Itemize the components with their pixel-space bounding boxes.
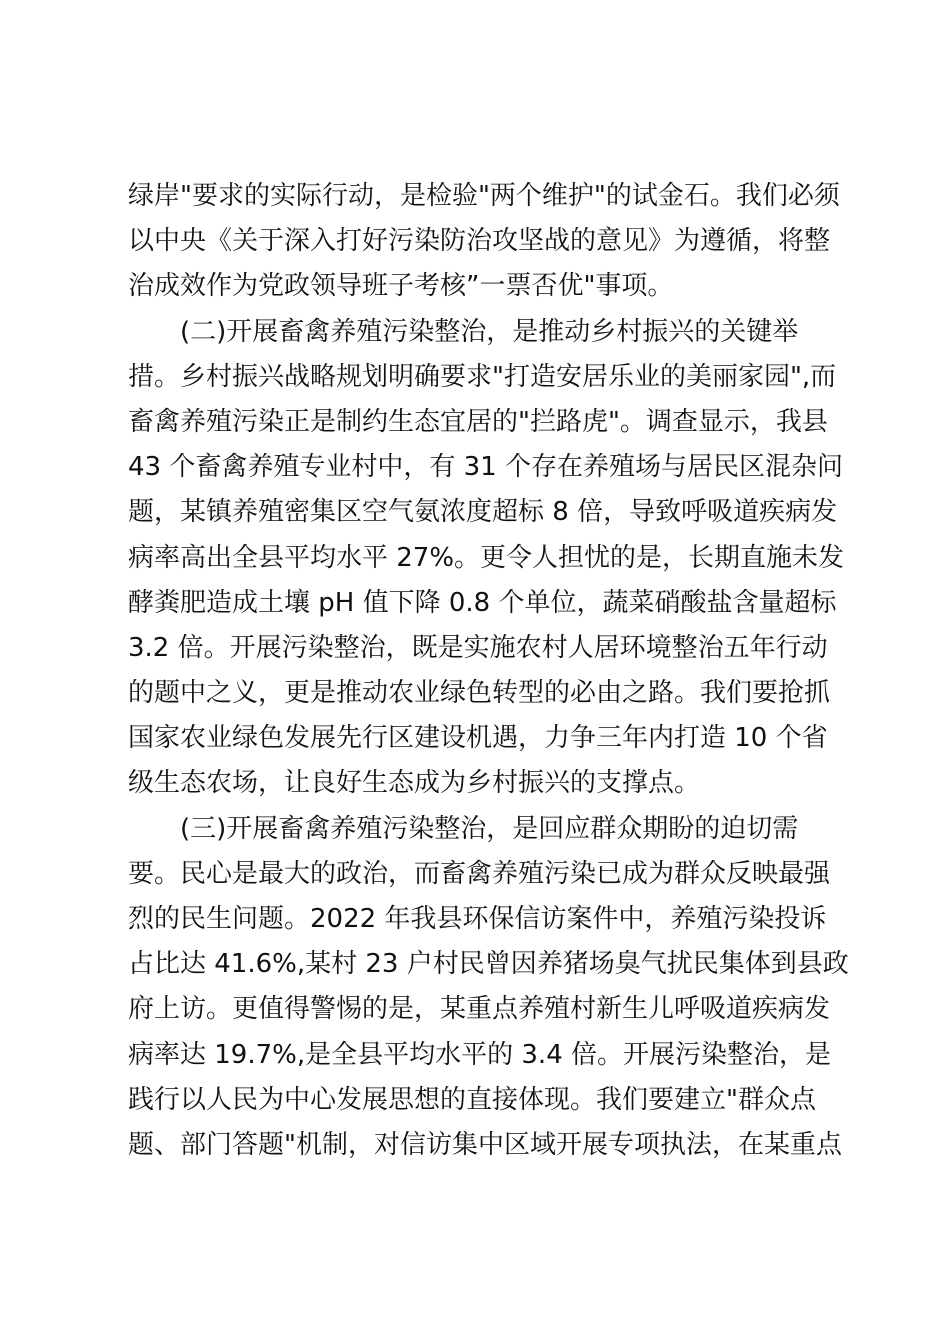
- text-line: 要。民心是最大的政治，而畜禽养殖污染已成为群众反映最强: [128, 858, 831, 889]
- text-line: 以中央《关于深入打好污染防治攻坚战的意见》为遵循，将整: [128, 226, 831, 257]
- document-body: [128, 174, 849, 1168]
- text-line: 烈的民生问题。2022 年我县环保信访案件中，养殖污染投诉: [128, 904, 827, 934]
- text-line: 病率达 19.7%,是全县平均水平的 3.4 倍。开展污染整治，是: [128, 1039, 832, 1070]
- text-line: 畜禽养殖污染正是制约生态宜居的"拦路虎"。调查显示，我县: [128, 406, 828, 437]
- text-line: 43 个畜禽养殖专业村中，有 31 个存在养殖场与居民区混杂问: [128, 452, 843, 483]
- text-line: 践行以人民为中心发展思想的直接体现。我们要建立"群众点: [128, 1084, 816, 1115]
- text-line: 题、部门答题"机制，对信访集中区域开展专项执法，在某重点: [128, 1129, 842, 1160]
- text-line: 的题中之义，更是推动农业绿色转型的必由之路。我们要抢抓: [128, 678, 831, 709]
- text-line: 府上访。更值得警惕的是，某重点养殖村新生儿呼吸道疾病发: [128, 994, 831, 1025]
- text-line: 绿岸"要求的实际行动，是检验"两个维护"的试金石。我们必须: [128, 181, 840, 211]
- text-line: 病率高出全县平均水平 27%。更令人担忧的是，长期直施未发: [128, 542, 845, 573]
- text-line: 题，某镇养殖密集区空气氨浓度超标 8 倍，导致呼吸道疾病发: [128, 497, 838, 528]
- section-heading-line: (二)开展畜禽养殖污染整治，是推动乡村振兴的关键举: [180, 316, 799, 347]
- text-line: 措。乡村振兴战略规划明确要求"打造安居乐业的美丽家园",而: [128, 361, 837, 392]
- text-line: 级生态农场，让良好生态成为乡村振兴的支撑点。: [128, 768, 701, 799]
- text-line: 国家农业绿色发展先行区建设机遇，力争三年内打造 10 个省: [128, 723, 828, 754]
- section-heading-line: (三)开展畜禽养殖污染整治，是回应群众期盼的迫切需: [180, 813, 799, 844]
- text-line: 治成效作为党政领导班子考核”一票否优"事项。: [128, 271, 674, 302]
- text-line: 3.2 倍。开展污染整治，既是实施农村人居环境整治五年行动: [128, 632, 828, 663]
- text-line: 占比达 41.6%,某村 23 户村民曾因养猪场臭气扰民集体到县政: [128, 949, 849, 980]
- text-line: 酵粪肥造成土壤 pH 值下降 0.8 个单位，蔬菜硝酸盐含量超标: [128, 587, 837, 618]
